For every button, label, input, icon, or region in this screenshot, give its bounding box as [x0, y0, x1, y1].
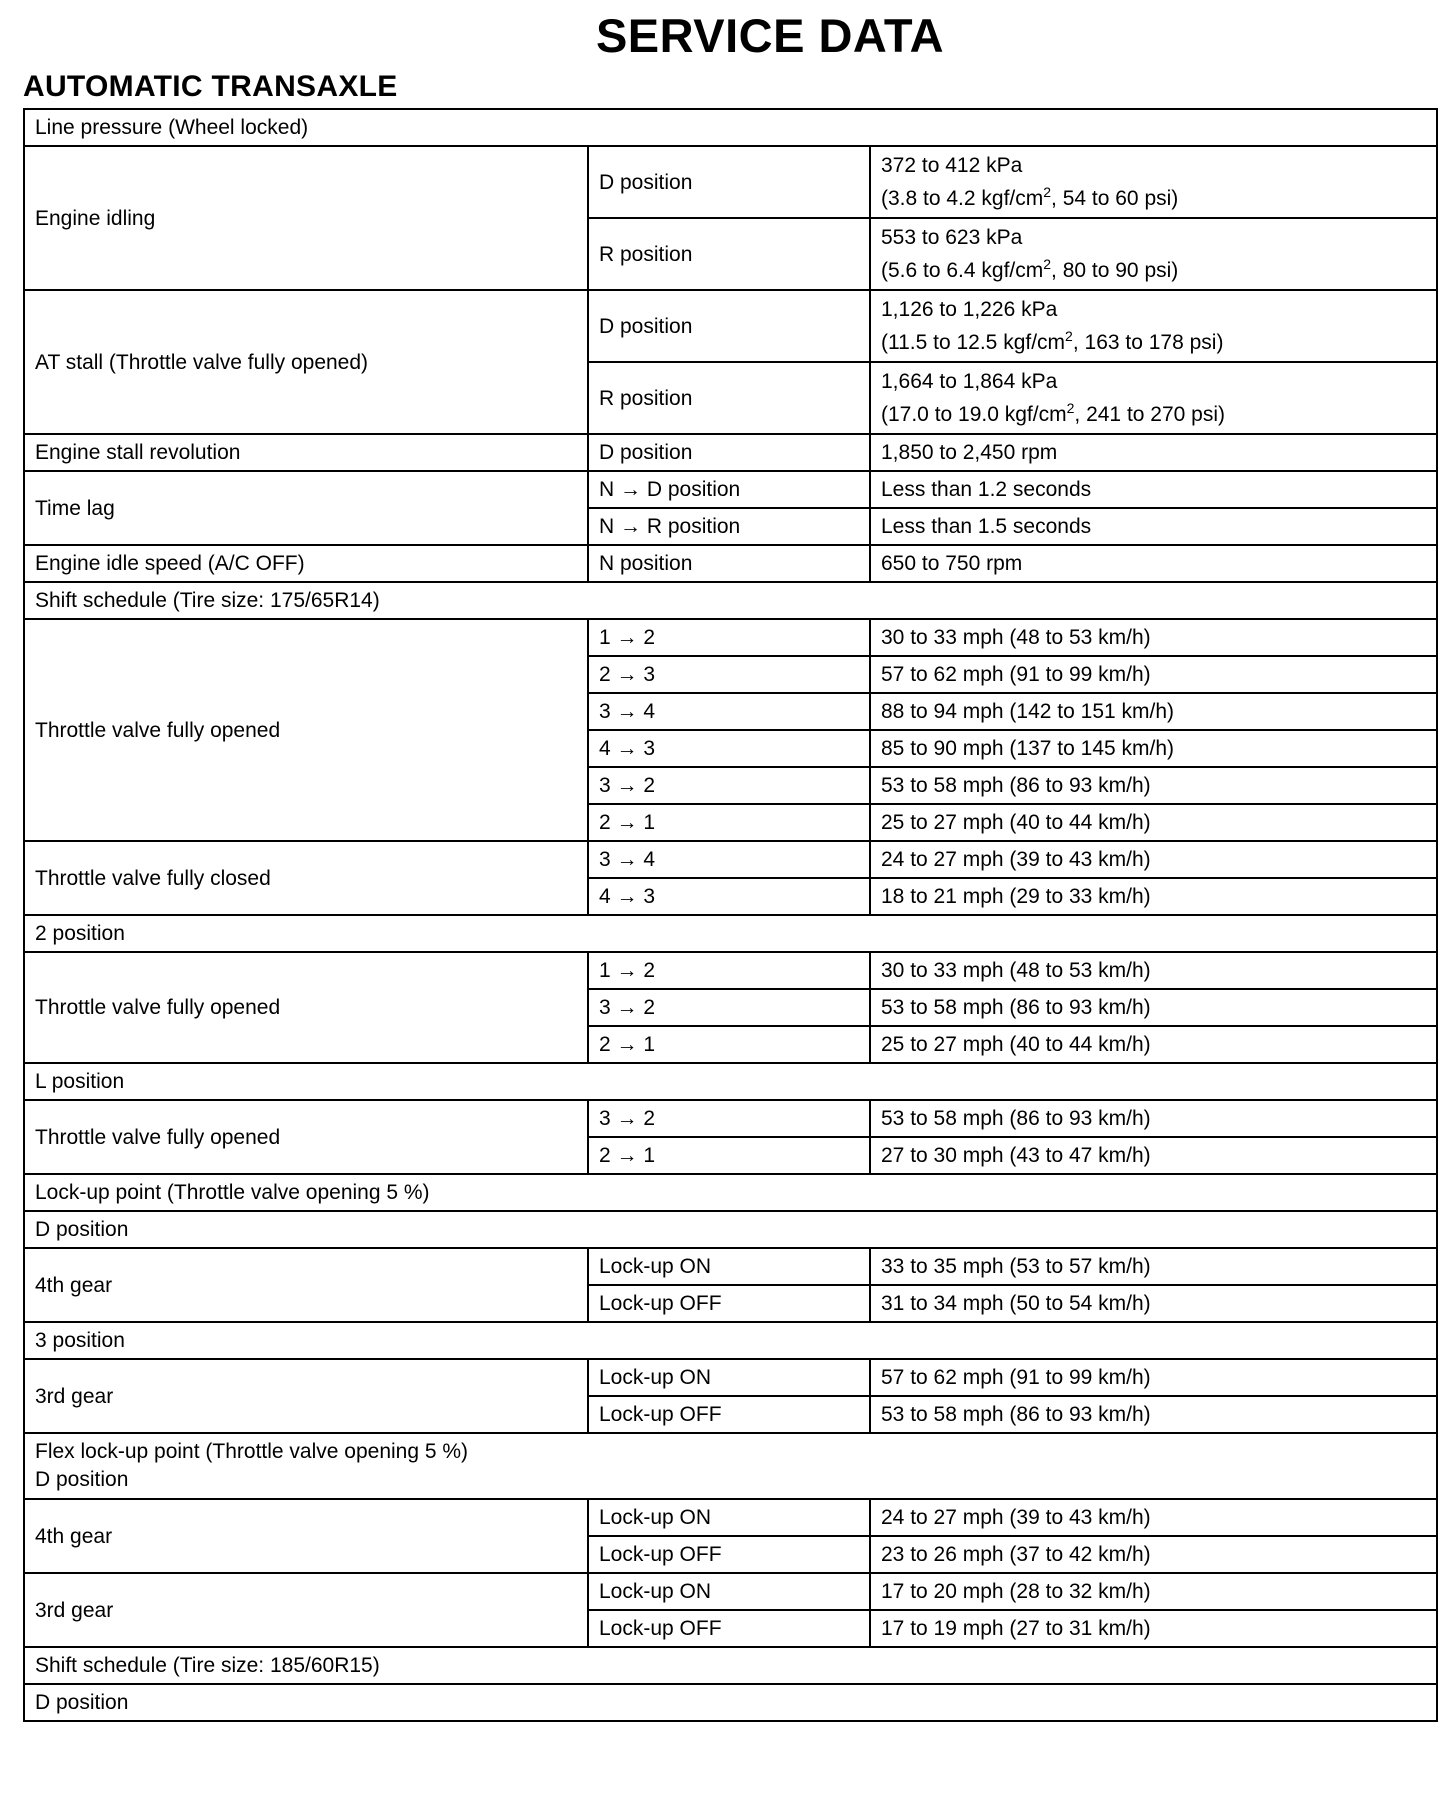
table-row	[24, 1573, 1437, 1610]
lockup-cell: Lock-up OFF	[588, 1536, 870, 1573]
position-cell: D position	[588, 146, 870, 218]
value-cell: 88 to 94 mph (142 to 151 km/h)	[870, 693, 1437, 730]
table-row	[24, 545, 1437, 582]
value-cell: 53 to 58 mph (86 to 93 km/h)	[870, 767, 1437, 804]
condition-label: 4th gear	[24, 1248, 588, 1322]
condition-label: Engine idling	[24, 146, 588, 290]
table-row	[24, 582, 1437, 619]
value-cell: 17 to 19 mph (27 to 31 km/h)	[870, 1610, 1437, 1647]
section-row-label: Flex lock-up point (Throttle valve opening 5 %) D position	[24, 1433, 1437, 1499]
value-cell: 18 to 21 mph (29 to 33 km/h)	[870, 878, 1437, 915]
section-row-label: D position	[24, 1211, 1437, 1248]
table-row	[24, 1322, 1437, 1359]
table-row	[24, 109, 1437, 146]
table-row	[24, 146, 1437, 218]
shift-cell: 2 → 1	[588, 1137, 870, 1174]
shift-cell: 3 → 4	[588, 841, 870, 878]
position-cell: N → D position	[588, 471, 870, 508]
value-cell: 27 to 30 mph (43 to 47 km/h)	[870, 1137, 1437, 1174]
table-row	[24, 915, 1437, 952]
lockup-cell: Lock-up OFF	[588, 1285, 870, 1322]
section-row-label: 2 position	[24, 915, 1437, 952]
value-cell: 33 to 35 mph (53 to 57 km/h)	[870, 1248, 1437, 1285]
value-cell: 31 to 34 mph (50 to 54 km/h)	[870, 1285, 1437, 1322]
lockup-cell: Lock-up ON	[588, 1499, 870, 1536]
section-row-label: L position	[24, 1063, 1437, 1100]
position-cell: D position	[588, 290, 870, 362]
value-cell: 1,664 to 1,864 kPa (17.0 to 19.0 kgf/$cm^2$, 241 to 270 psi)	[870, 362, 1437, 434]
value-cell: 30 to 33 mph (48 to 53 km/h)	[870, 619, 1437, 656]
condition-label: Throttle valve fully opened	[24, 952, 588, 1063]
shift-cell: 2 → 1	[588, 1026, 870, 1063]
condition-label: 3rd gear	[24, 1359, 588, 1433]
value-cell: 57 to 62 mph (91 to 99 km/h)	[870, 1359, 1437, 1396]
value-cell: 17 to 20 mph (28 to 32 km/h)	[870, 1573, 1437, 1610]
condition-label: Time lag	[24, 471, 588, 545]
value-cell: Less than 1.2 seconds	[870, 471, 1437, 508]
value-cell: 30 to 33 mph (48 to 53 km/h)	[870, 952, 1437, 989]
value-cell: 1,126 to 1,226 kPa (11.5 to 12.5 kgf/$cm^2$, 163 to 178 psi)	[870, 290, 1437, 362]
table-row	[24, 1647, 1437, 1684]
value-cell: Less than 1.5 seconds	[870, 508, 1437, 545]
value-cell: 553 to 623 kPa (5.6 to 6.4 kgf/$cm^2$, 80 to 90 psi)	[870, 218, 1437, 290]
value-cell: 53 to 58 mph (86 to 93 km/h)	[870, 1100, 1437, 1137]
value-cell: 85 to 90 mph (137 to 145 km/h)	[870, 730, 1437, 767]
section-row-label: Lock-up point (Throttle valve opening 5 %)	[24, 1174, 1437, 1211]
lockup-cell: Lock-up ON	[588, 1248, 870, 1285]
shift-cell: 4 → 3	[588, 730, 870, 767]
condition-label: AT stall (Throttle valve fully opened)	[24, 290, 588, 434]
condition-label: Throttle valve fully opened	[24, 1100, 588, 1174]
shift-cell: 2 → 1	[588, 804, 870, 841]
condition-label: Throttle valve fully opened	[24, 619, 588, 841]
value-cell: 25 to 27 mph (40 to 44 km/h)	[870, 804, 1437, 841]
section-row-label: 3 position	[24, 1322, 1437, 1359]
value-cell: 24 to 27 mph (39 to 43 km/h)	[870, 1499, 1437, 1536]
table-row	[24, 1100, 1437, 1137]
condition-label: Engine idle speed (A/C OFF)	[24, 545, 588, 582]
shift-cell: 3 → 2	[588, 1100, 870, 1137]
position-cell: R position	[588, 362, 870, 434]
table-row	[24, 471, 1437, 508]
table-row	[24, 1359, 1437, 1396]
position-cell: D position	[588, 434, 870, 471]
page-title: SERVICE DATA	[595, 9, 945, 62]
table-row	[24, 1684, 1437, 1721]
position-cell: N → R position	[588, 508, 870, 545]
table-row	[24, 1248, 1437, 1285]
shift-cell: 2 → 3	[588, 656, 870, 693]
value-cell: 25 to 27 mph (40 to 44 km/h)	[870, 1026, 1437, 1063]
section-row-label: D position	[24, 1684, 1437, 1721]
table-row	[24, 1063, 1437, 1100]
shift-cell: 3 → 2	[588, 989, 870, 1026]
shift-cell: 3 → 2	[588, 767, 870, 804]
table-row	[24, 1433, 1437, 1499]
value-cell: 57 to 62 mph (91 to 99 km/h)	[870, 656, 1437, 693]
condition-label: 4th gear	[24, 1499, 588, 1573]
value-cell: 23 to 26 mph (37 to 42 km/h)	[870, 1536, 1437, 1573]
shift-cell: 4 → 3	[588, 878, 870, 915]
value-cell: 372 to 412 kPa (3.8 to 4.2 kgf/$cm^2$, 54 to 60 psi)	[870, 146, 1437, 218]
table-row	[24, 1174, 1437, 1211]
table-row	[24, 290, 1437, 362]
value-cell: 53 to 58 mph (86 to 93 km/h)	[870, 1396, 1437, 1433]
lockup-cell: Lock-up OFF	[588, 1610, 870, 1647]
table-row	[24, 619, 1437, 656]
condition-label: 3rd gear	[24, 1573, 588, 1647]
lockup-cell: Lock-up OFF	[588, 1396, 870, 1433]
lockup-cell: Lock-up ON	[588, 1573, 870, 1610]
position-cell: N position	[588, 545, 870, 582]
condition-label: Throttle valve fully closed	[24, 841, 588, 915]
section-row-label: Shift schedule (Tire size: 185/60R15)	[24, 1647, 1437, 1684]
table-row	[24, 952, 1437, 989]
table-row	[24, 434, 1437, 471]
section-title: AUTOMATIC TRANSAXLE	[23, 70, 398, 103]
lockup-cell: Lock-up ON	[588, 1359, 870, 1396]
section-row-label: Line pressure (Wheel locked)	[24, 109, 1437, 146]
table-row	[24, 1211, 1437, 1248]
condition-label: Engine stall revolution	[24, 434, 588, 471]
value-cell: 53 to 58 mph (86 to 93 km/h)	[870, 989, 1437, 1026]
shift-cell: 1 → 2	[588, 619, 870, 656]
section-row-label: Shift schedule (Tire size: 175/65R14)	[24, 582, 1437, 619]
table-row	[24, 841, 1437, 878]
shift-cell: 1 → 2	[588, 952, 870, 989]
table-row	[24, 1499, 1437, 1536]
position-cell: R position	[588, 218, 870, 290]
value-cell: 650 to 750 rpm	[870, 545, 1437, 582]
shift-cell: 3 → 4	[588, 693, 870, 730]
value-cell: 24 to 27 mph (39 to 43 km/h)	[870, 841, 1437, 878]
value-cell: 1,850 to 2,450 rpm	[870, 434, 1437, 471]
service-data-table	[23, 108, 1438, 1722]
